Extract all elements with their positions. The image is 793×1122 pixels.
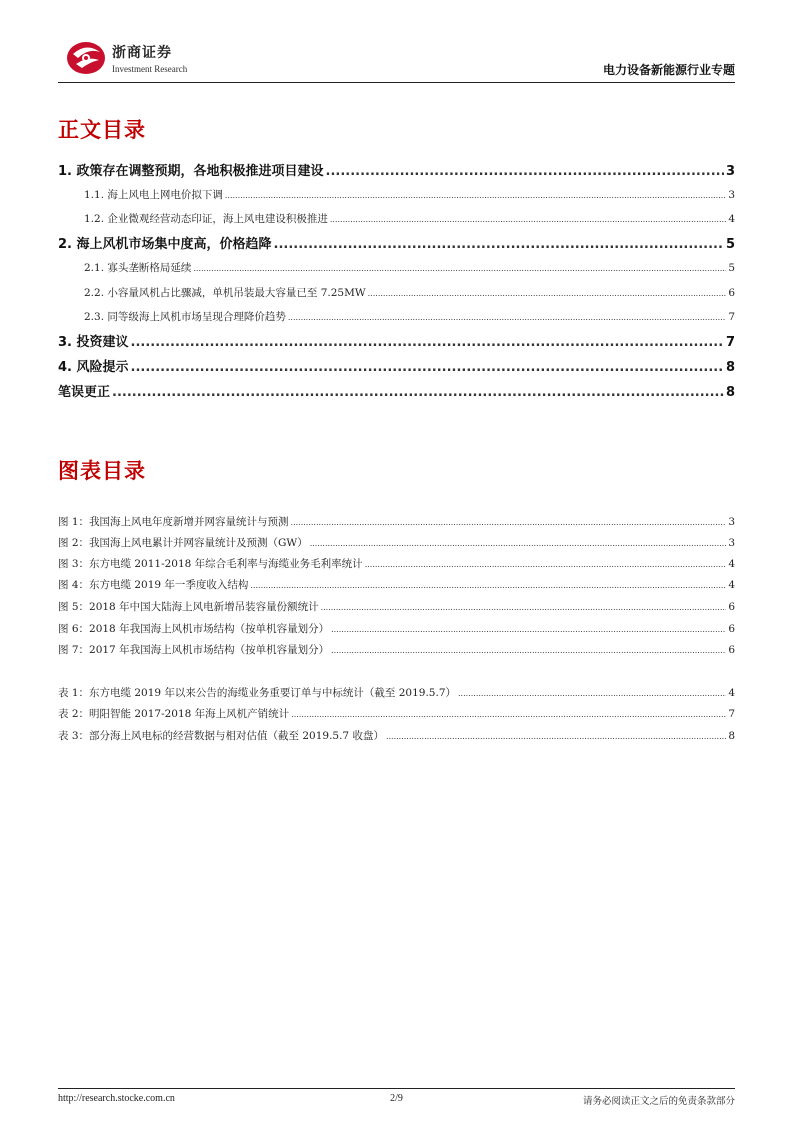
leader-dots [193, 264, 726, 273]
toc-entry-1-1[interactable] [84, 187, 735, 202]
leader-dots [131, 335, 724, 350]
leader-dots [288, 313, 726, 322]
toc-entry-label: 1.2. 企业微观经营动态印证，海上风电建设积极推进 [84, 213, 328, 225]
leader-dots [225, 191, 726, 200]
leader-dots [330, 215, 726, 224]
leader-dots [368, 289, 727, 298]
toc-entry-3[interactable] [58, 331, 735, 350]
toc-entry-page: 7 [725, 335, 735, 350]
toc-entry-label: 2.3. 同等级海上风机市场呈现合理降价趋势 [84, 311, 286, 323]
toc-entry-2-2[interactable] [84, 285, 735, 300]
toc-entry-page: 4 [728, 213, 735, 225]
figure-entry-page: 6 [728, 601, 735, 613]
figure-entry-label: 图 2：我国海上风电累计并网容量统计及预测（GW） [58, 537, 308, 549]
table-entry-1[interactable] [58, 685, 735, 700]
leader-dots [331, 646, 726, 655]
toc-entry-page: 7 [728, 311, 735, 323]
toc-entry-label: 2.2. 小容量风机占比骤减，单机吊装最大容量已至 7.25MW [84, 287, 366, 299]
figure-entry-label: 图 5：2018 年中国大陆海上风电新增吊装容量份额统计 [58, 601, 319, 613]
figure-entry-1[interactable] [58, 514, 735, 529]
zheshang-logo-icon [64, 36, 108, 76]
page-footer [58, 1088, 735, 1108]
table-entry-3[interactable] [58, 728, 735, 743]
figure-entry-page: 4 [728, 579, 735, 591]
page-header [58, 36, 735, 83]
table-entry-2[interactable] [58, 706, 735, 721]
report-type: 电力设备新能源行业专题 [602, 63, 735, 77]
toc-entry-errata[interactable] [58, 381, 735, 400]
leader-dots [310, 539, 727, 548]
toc-entry-1[interactable] [58, 160, 735, 179]
table-entry-label: 表 3：部分海上风电标的经营数据与相对估值（截至 2019.5.7 收盘） [58, 730, 384, 742]
leader-dots [112, 385, 724, 400]
toc-entry-page: 8 [725, 385, 735, 400]
toc-entry-label: 3. 投资建议 [58, 335, 129, 350]
toc-entry-label: 1. 政策存在调整预期，各地积极推进项目建设 [58, 164, 324, 179]
toc-entry-page: 5 [728, 262, 735, 274]
table-entry-page: 4 [728, 687, 735, 699]
toc-entry-label: 2. 海上风机市场集中度高，价格趋降 [58, 237, 272, 252]
leader-dots [291, 710, 726, 719]
figures-title: 图表目录 [58, 459, 146, 483]
brand-name-cn: 浙商证券 [112, 45, 172, 61]
figure-entry-label: 图 4：东方电缆 2019 年一季度收入结构 [58, 579, 249, 591]
figure-entry-page: 6 [728, 623, 735, 635]
table-entry-label: 表 1：东方电缆 2019 年以来公告的海缆业务重要订单与中标统计（截至 2019.5.7） [58, 687, 457, 699]
figure-entry-label: 图 3：东方电缆 2011-2018 年综合毛利率与海缆业务毛利率统计 [58, 558, 363, 570]
toc-title: 正文目录 [58, 118, 146, 142]
figure-entry-7[interactable] [58, 642, 735, 657]
figure-entry-3[interactable] [58, 556, 735, 571]
leader-dots [291, 518, 727, 527]
table-entry-page: 8 [728, 730, 735, 742]
leader-dots [326, 164, 724, 179]
figure-entry-label: 图 7：2017 年我国海上风机市场结构（按单机容量划分） [58, 644, 330, 656]
figure-entry-label: 图 1：我国海上风电年度新增并网容量统计与预测 [58, 516, 289, 528]
toc-entry-2[interactable] [58, 233, 735, 252]
toc-entry-page: 3 [728, 189, 735, 201]
toc-entry-page: 8 [725, 360, 735, 375]
footer-url[interactable]: http://research.stocke.com.cn [58, 1093, 175, 1104]
toc-entry-label: 2.1. 寡头垄断格局延续 [84, 262, 192, 274]
leader-dots [250, 581, 726, 590]
toc-entry-page: 6 [728, 287, 735, 299]
toc-entry-2-3[interactable] [84, 309, 735, 324]
figure-entry-4[interactable] [58, 577, 735, 592]
toc-entry-1-2[interactable] [84, 211, 735, 226]
table-entry-label: 表 2：明阳智能 2017-2018 年海上风机产销统计 [58, 708, 290, 720]
brand-name-en: Investment Research [112, 64, 188, 74]
figure-entry-label: 图 6：2018 年我国海上风机市场结构（按单机容量划分） [58, 623, 330, 635]
toc-entry-label: 笔误更正 [58, 385, 111, 400]
figure-entry-2[interactable] [58, 535, 735, 550]
toc-entry-label: 1.1. 海上风电上网电价拟下调 [84, 189, 223, 201]
figure-entry-6[interactable] [58, 621, 735, 636]
leader-dots [458, 689, 726, 698]
leader-dots [365, 560, 727, 569]
figure-entry-page: 3 [728, 537, 735, 549]
toc-entry-4[interactable] [58, 356, 735, 375]
footer-disclaimer: 请务必阅读正文之后的免责条款部分 [582, 1096, 735, 1107]
toc-entry-label: 4. 风险提示 [58, 360, 129, 375]
leader-dots [386, 732, 726, 741]
figure-entry-page: 6 [728, 644, 735, 656]
toc-entry-page: 3 [725, 164, 735, 179]
brand-block [112, 42, 187, 74]
leader-dots [321, 603, 727, 612]
figure-entry-page: 3 [728, 516, 735, 528]
toc-entry-2-1[interactable] [84, 260, 735, 275]
figure-entry-page: 4 [728, 558, 735, 570]
leader-dots [131, 360, 724, 375]
table-entry-page: 7 [728, 708, 735, 720]
toc-entry-page: 5 [725, 237, 735, 252]
leader-dots [274, 237, 724, 252]
figure-entry-5[interactable] [58, 599, 735, 614]
leader-dots [331, 625, 726, 634]
page-number: 2/9 [390, 1093, 403, 1104]
